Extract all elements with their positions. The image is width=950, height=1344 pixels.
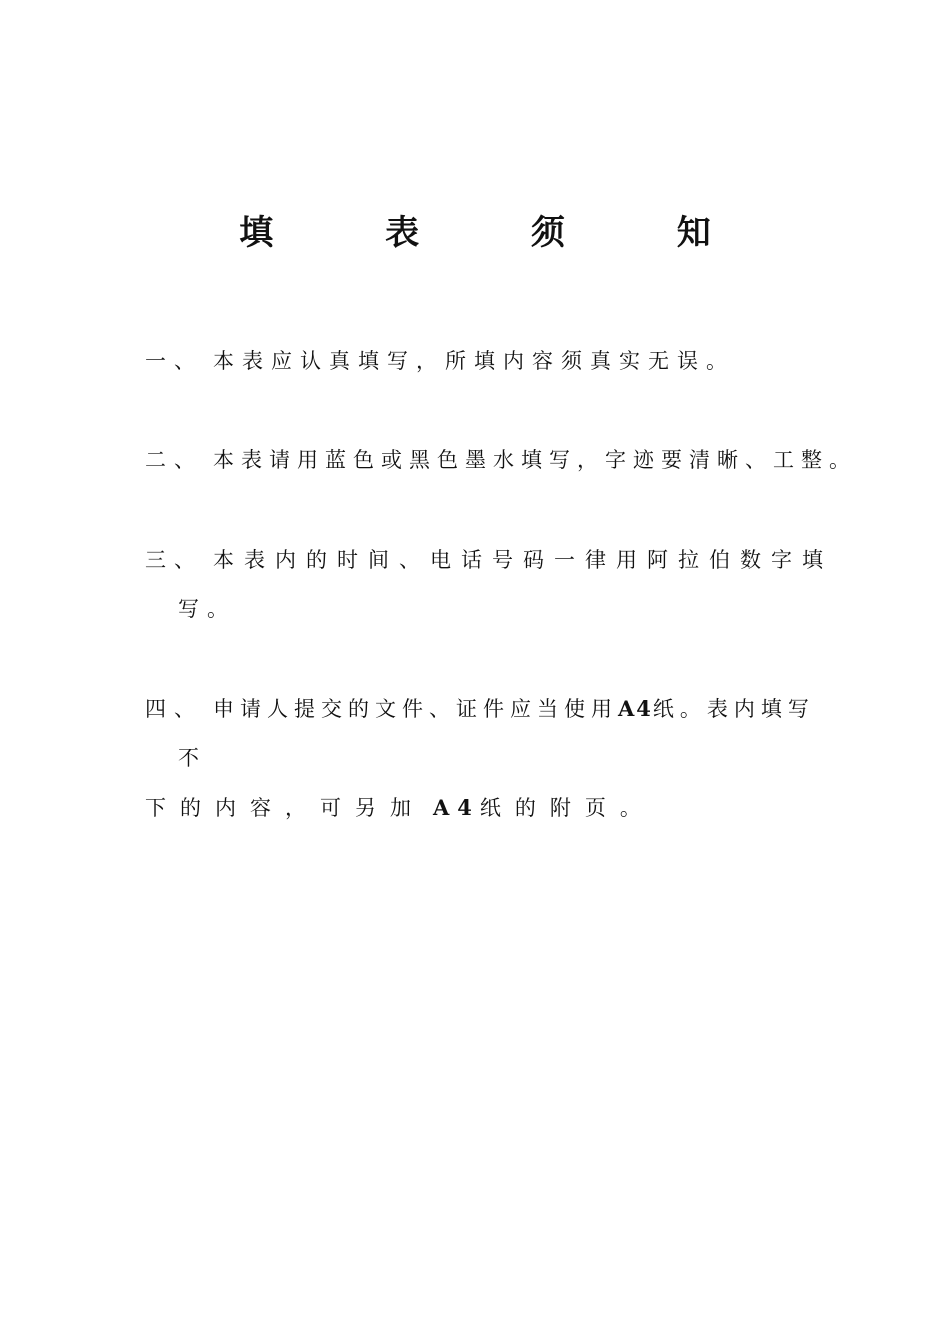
item-number: 二、 — [145, 448, 203, 472]
item-text: 纸的附页。 — [479, 796, 655, 820]
item-text: 纸。表内填写 — [652, 697, 815, 721]
paper-size-label: A4 — [618, 696, 653, 721]
item-text: 本表应认真填写，所填内容须真实无误。 — [213, 349, 735, 373]
list-item-2 — [145, 445, 857, 475]
list-item-1 — [145, 346, 735, 376]
item-text: 本表内的时间、电话号码一律用阿拉伯数字填 — [213, 548, 833, 572]
list-item-3 — [145, 545, 833, 575]
item-text: 申请人提交的文件、证件应当使用 — [213, 697, 618, 721]
list-item-4-continuation: 不 — [178, 746, 207, 770]
item-text: 下的内容，可另加 — [145, 796, 425, 820]
item-number: 四、 — [145, 697, 203, 721]
page-title: 填 表 须 知 — [239, 213, 761, 253]
list-item-4 — [145, 694, 815, 724]
item-number: 三、 — [145, 548, 203, 572]
paper-size-label: A4 — [433, 795, 480, 820]
item-number: 一、 — [145, 349, 203, 373]
list-item-3-continuation: 写。 — [178, 597, 236, 621]
item-text: 本表请用蓝色或黑色墨水填写，字迹要清晰、工整。 — [213, 448, 857, 472]
list-item-4-line-3 — [145, 793, 655, 823]
